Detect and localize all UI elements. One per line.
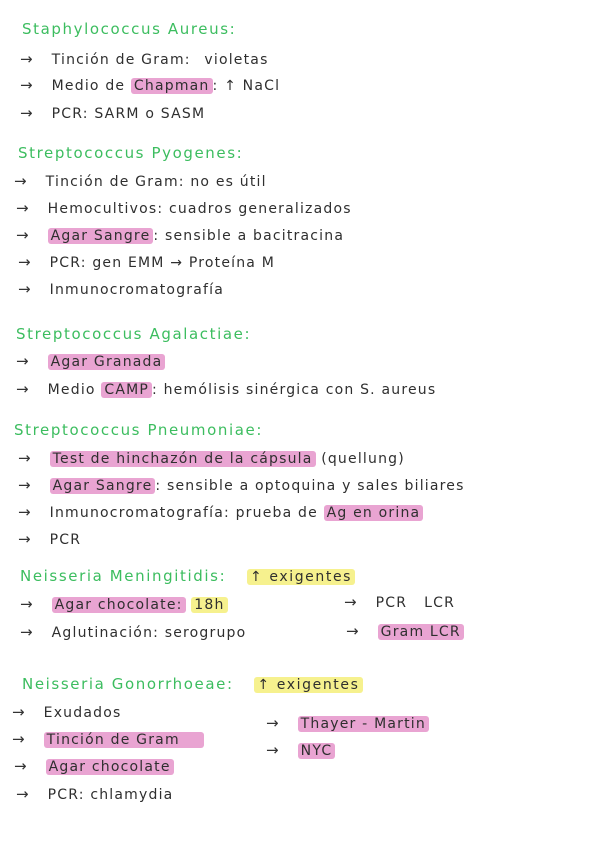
arrow-icon: → [20, 50, 34, 68]
text: PCR [49, 532, 82, 548]
gonorrhoeae-line-4 [16, 785, 173, 803]
arrow-icon: → [266, 714, 280, 732]
text: : sensible a optoquina y sales biliares [155, 478, 465, 494]
staph-line-1 [20, 50, 269, 68]
heading-pyogenes: Streptococcus Pyogenes: [18, 144, 244, 162]
heading-gonorrhoeae [22, 675, 363, 693]
arrow-icon: → [266, 741, 280, 759]
staph-line-3 [20, 104, 205, 122]
arrow-icon: → [18, 476, 32, 494]
meningitidis-right-1 [344, 593, 455, 611]
pyogenes-line-1 [14, 172, 267, 190]
arrow-icon: → [18, 280, 32, 298]
gonorrhoeae-line-1 [12, 703, 121, 721]
heading-text: Neisseria Meningitidis: [20, 567, 227, 585]
text: violetas [204, 52, 269, 68]
highlight: Agar Sangre [48, 228, 154, 244]
text: Exudados [43, 705, 122, 721]
heading-text: Neisseria Gonorrhoeae: [22, 675, 234, 693]
pneumoniae-line-1 [18, 449, 405, 467]
text: Medio [47, 382, 96, 398]
highlight: CAMP [101, 382, 152, 398]
highlight: Agar Sangre [50, 478, 156, 494]
gonorrhoeae-line-3 [14, 757, 174, 775]
agalactiae-line-2 [16, 380, 436, 398]
highlight: Ag en orina [324, 505, 424, 521]
highlight: NYC [298, 743, 336, 759]
arrow-icon: → [346, 622, 360, 640]
arrow-icon: → [20, 595, 34, 613]
text: Hemocultivos: cuadros generalizados [47, 201, 352, 217]
highlight: Agar chocolate: [52, 597, 186, 613]
text: Inmunocromatografía: prueba de [49, 505, 318, 521]
arrow-icon: → [16, 785, 30, 803]
arrow-icon: → [16, 199, 30, 217]
highlight: Agar Granada [48, 354, 166, 370]
highlight-yellow: 18h [191, 597, 227, 613]
text: Tinción de Gram: no es útil [45, 174, 267, 190]
text: Medio de [51, 78, 126, 94]
highlight: Thayer - Martin [298, 716, 429, 732]
arrow-icon: → [12, 730, 26, 748]
arrow-icon: → [14, 757, 28, 775]
arrow-icon: → [18, 503, 32, 521]
arrow-icon: → [12, 703, 26, 721]
arrow-icon: → [20, 623, 34, 641]
text: Tinción de Gram: [51, 52, 191, 68]
highlight: Chapman [131, 78, 213, 94]
arrow-icon: → [16, 352, 30, 370]
heading-meningitidis [20, 567, 355, 585]
text: PCR LCR [375, 595, 456, 611]
arrow-icon: → [16, 380, 30, 398]
gonorrhoeae-right-1 [266, 714, 429, 732]
arrow-icon: → [170, 255, 184, 271]
arrow-icon: → [18, 253, 32, 271]
agalactiae-line-1 [16, 352, 165, 370]
pyogenes-line-4 [18, 253, 275, 271]
text: Proteína M [188, 255, 276, 271]
text: Aglutinación: serogrupo [51, 625, 247, 641]
exigentes-badge: ↑ exigentes [247, 569, 355, 585]
gonorrhoeae-right-2 [266, 741, 335, 759]
arrow-icon: → [14, 172, 28, 190]
arrow-icon: → [16, 226, 30, 244]
heading-agalactiae: Streptococcus Agalactiae: [16, 325, 252, 343]
meningitidis-line-1 [20, 595, 228, 613]
pneumoniae-line-4 [18, 530, 81, 548]
text: PCR: gen EMM [49, 255, 165, 271]
text: PCR: SARM o SASM [51, 106, 206, 122]
gonorrhoeae-line-2 [12, 730, 204, 748]
text: (quellung) [321, 451, 405, 467]
heading-staph: Staphylococcus Aureus: [22, 20, 237, 38]
meningitidis-right-2 [346, 622, 464, 640]
arrow-icon: → [344, 593, 358, 611]
highlight: Gram LCR [378, 624, 464, 640]
heading-pneumoniae: Streptococcus Pneumoniae: [14, 421, 264, 439]
text: PCR: chlamydia [47, 787, 174, 803]
arrow-icon: → [18, 530, 32, 548]
pyogenes-line-3 [16, 226, 344, 244]
pyogenes-line-5 [18, 280, 224, 298]
highlight: Test de hinchazón de la cápsula [50, 451, 316, 467]
exigentes-badge: ↑ exigentes [254, 677, 362, 693]
text: : sensible a bacitracina [153, 228, 345, 244]
arrow-icon: → [20, 104, 34, 122]
pneumoniae-line-2 [18, 476, 465, 494]
text: Inmunocromatografía [49, 282, 225, 298]
text: : ↑ NaCl [212, 78, 281, 94]
highlight: Agar chocolate [46, 759, 174, 775]
pneumoniae-line-3 [18, 503, 423, 521]
meningitidis-line-2 [20, 623, 246, 641]
text: : hemólisis sinérgica con S. aureus [152, 382, 437, 398]
arrow-icon: → [20, 76, 34, 94]
arrow-icon: → [18, 449, 32, 467]
pyogenes-line-2 [16, 199, 352, 217]
highlight: Tinción de Gram [44, 732, 204, 748]
staph-line-2 [20, 76, 280, 94]
